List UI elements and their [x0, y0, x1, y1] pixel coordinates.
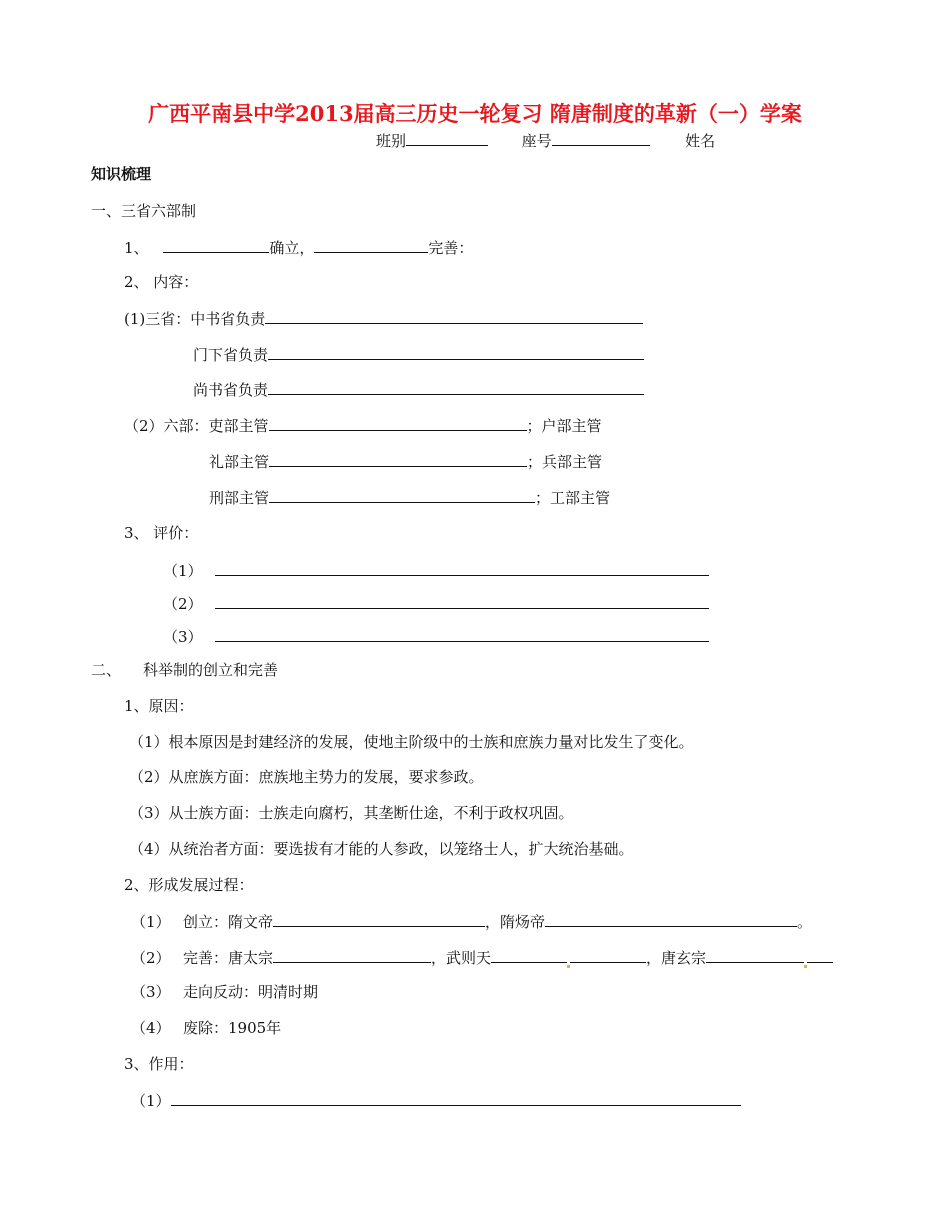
taizong-blank[interactable]	[273, 947, 431, 963]
reason-item: （2）从庶族方面：庶族地主势力的发展，要求参政。	[129, 768, 484, 786]
class-blank[interactable]	[406, 130, 488, 146]
suiyangdi-blank[interactable]	[545, 911, 797, 927]
lib-blank[interactable]	[269, 451, 527, 467]
process-row-1: （1） 创立：隋文帝 ，隋炀帝 。	[131, 913, 813, 931]
reason-item: （3）从士族方面：士族走向腐朽，其垄断仕途，不利于政权巩固。	[129, 804, 574, 822]
eval-row: （3）	[163, 626, 709, 647]
reason-heading: 1、原因：	[124, 697, 194, 715]
eval-blank-1[interactable]	[215, 560, 709, 576]
seat-label: 座号	[521, 132, 552, 150]
marker-dot	[567, 965, 570, 968]
eval-blank-3[interactable]	[215, 626, 709, 642]
section2-heading: 二、 科举制的创立和完善	[91, 661, 279, 679]
eval-row: （2）	[163, 593, 709, 614]
s1-q3: 3、 评价：	[124, 524, 199, 542]
reason-item: （4）从统治者方面：要选拔有才能的人参政，以笼络士人，扩大统治基础。	[129, 840, 634, 858]
li-bing-row: 礼部主管 ；兵部主管	[209, 453, 603, 471]
eval-row: （1）	[163, 560, 709, 581]
xuanzong-blank-b[interactable]	[807, 947, 833, 963]
shangshu-row: 尚书省负责	[193, 379, 644, 400]
effect-row-1: （1）	[131, 1090, 741, 1111]
process-row-3: （3） 走向反动：明清时期	[131, 983, 319, 1001]
section1-heading: 一、三省六部制	[91, 202, 197, 220]
header-fields	[376, 130, 715, 151]
menxia-row: 门下省负责	[193, 344, 644, 365]
effect-heading: 3、作用：	[124, 1055, 194, 1073]
class-label: 班别	[376, 132, 407, 150]
xing-gong-row: 刑部主管 ；工部主管	[209, 489, 611, 507]
s1-q2: 2、 内容：	[124, 273, 199, 291]
zhongshu-blank[interactable]	[265, 308, 643, 324]
xing-blank[interactable]	[269, 487, 535, 503]
libu-blank[interactable]	[269, 415, 527, 431]
seat-blank[interactable]	[552, 130, 650, 146]
process-row-2: （2） 完善：唐太宗 ，武则天 ，唐玄宗	[131, 947, 833, 968]
suiwendi-blank[interactable]	[273, 911, 485, 927]
process-heading: 2、形成发展过程：	[124, 876, 254, 894]
s1-q1: 1、 确立， 完善：	[124, 239, 474, 257]
eval-blank-2[interactable]	[215, 593, 709, 609]
q1-blank-b[interactable]	[314, 237, 428, 253]
wuzetian-blank-b[interactable]	[570, 947, 646, 963]
marker-dot	[804, 965, 807, 968]
section-heading: 知识梳理	[91, 165, 152, 183]
shangshu-blank[interactable]	[268, 379, 644, 395]
effect-blank-1[interactable]	[171, 1090, 741, 1106]
li-hu-row: （2）六部：吏部主管 ；户部主管	[124, 417, 602, 435]
xuanzong-blank-a[interactable]	[706, 947, 804, 963]
name-label: 姓名	[685, 132, 716, 150]
process-row-4: （4） 废除：1905年	[131, 1019, 282, 1037]
reason-item: （1）根本原因是封建经济的发展，使地主阶级中的士族和庶族力量对比发生了变化。	[129, 733, 694, 751]
menxia-blank[interactable]	[268, 344, 644, 360]
q1-blank-a[interactable]	[163, 237, 269, 253]
wuzetian-blank-a[interactable]	[491, 947, 567, 963]
page-title: 广西平南县中学2013届高三历史一轮复习 隋唐制度的革新（一）学案	[148, 101, 802, 126]
zhongshu-row: (1)三省：中书省负责	[124, 308, 643, 329]
